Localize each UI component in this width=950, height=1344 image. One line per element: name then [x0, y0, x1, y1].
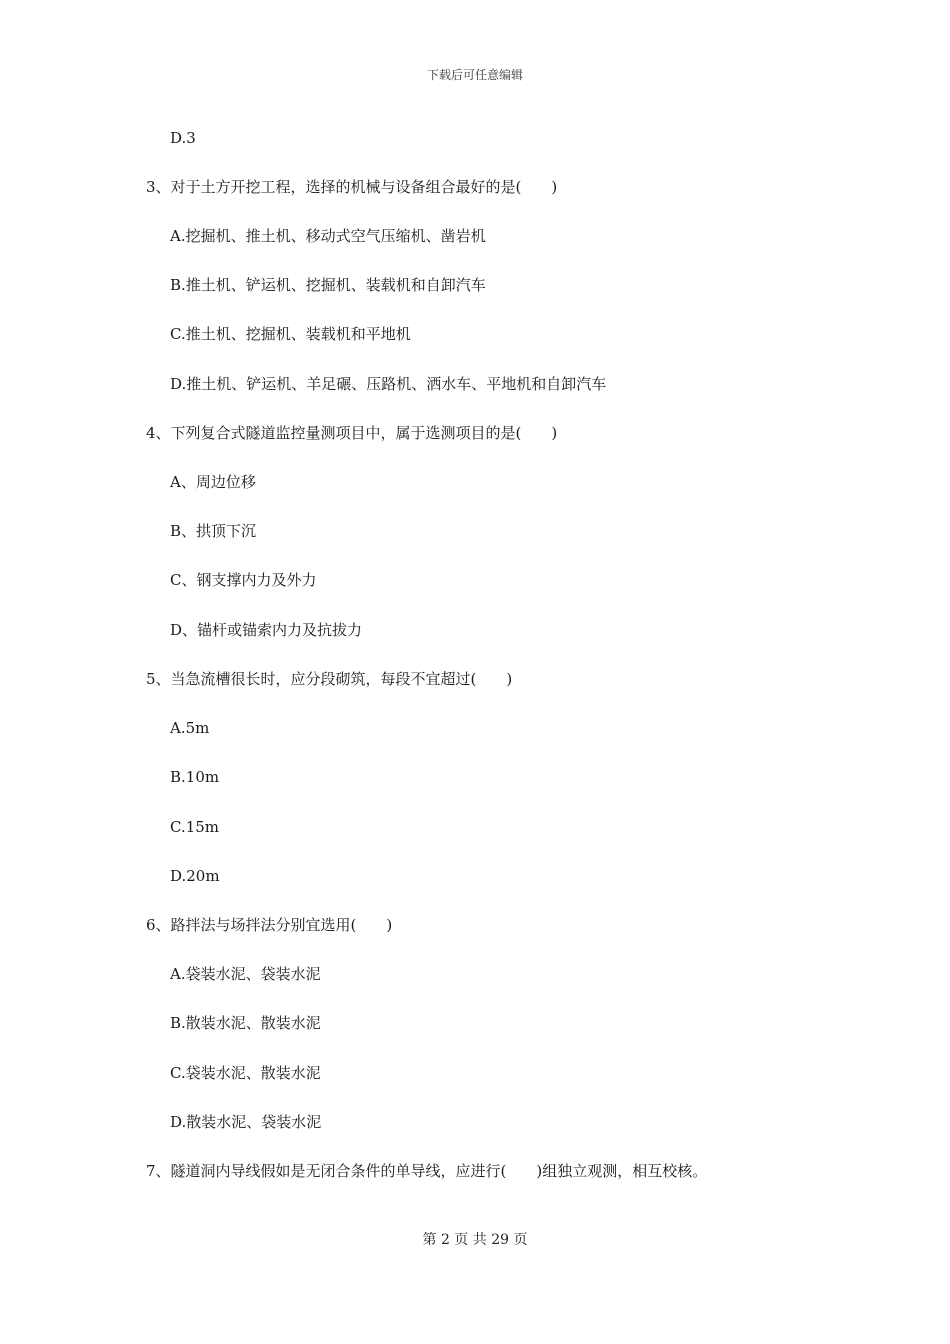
question-7: 7、隧道洞内导线假如是无闭合条件的单导线，应进行( )组独立观测，相互校核。 [146, 1162, 708, 1180]
option-c-q5: C.15m [170, 818, 220, 836]
question-6: 6、路拌法与场拌法分别宜选用( ) [146, 916, 393, 934]
option-c-q6: C.袋装水泥、散装水泥 [170, 1064, 321, 1082]
option-c-q3: C.推土机、挖掘机、装载机和平地机 [170, 325, 411, 343]
option-b-q5: B.10m [170, 768, 220, 786]
option-c-q4: C、钢支撑内力及外力 [170, 571, 317, 589]
page-header: 下载后可任意编辑 [426, 68, 523, 82]
option-a-q5: A.5m [170, 719, 210, 737]
option-a-q4: A、周边位移 [170, 473, 256, 491]
option-d-q4: D、锚杆或锚索内力及抗拔力 [170, 621, 363, 639]
option-a-q3: A.挖掘机、推土机、移动式空气压缩机、凿岩机 [170, 227, 486, 245]
option-b-q6: B.散装水泥、散装水泥 [170, 1014, 321, 1032]
option-b-q4: B、拱顶下沉 [170, 522, 257, 540]
option-d-q5: D.20m [170, 867, 220, 885]
option-b-q3: B.推土机、铲运机、挖掘机、装载机和自卸汽车 [170, 276, 486, 294]
option-d-q6: D.散装水泥、袋装水泥 [170, 1113, 322, 1131]
question-5: 5、当急流槽很长时，应分段砌筑，每段不宜超过( ) [146, 670, 513, 688]
question-3: 3、对于土方开挖工程，选择的机械与设备组合最好的是( ) [146, 178, 558, 196]
question-4: 4、下列复合式隧道监控量测项目中，属于选测项目的是( ) [146, 424, 558, 442]
option-d-q2: D.3 [170, 129, 196, 147]
option-d-q3: D.推土机、铲运机、羊足碾、压路机、洒水车、平地机和自卸汽车 [170, 375, 607, 393]
option-a-q6: A.袋装水泥、袋装水泥 [170, 965, 321, 983]
page-footer: 第 2 页 共 29 页 [422, 1232, 528, 1248]
